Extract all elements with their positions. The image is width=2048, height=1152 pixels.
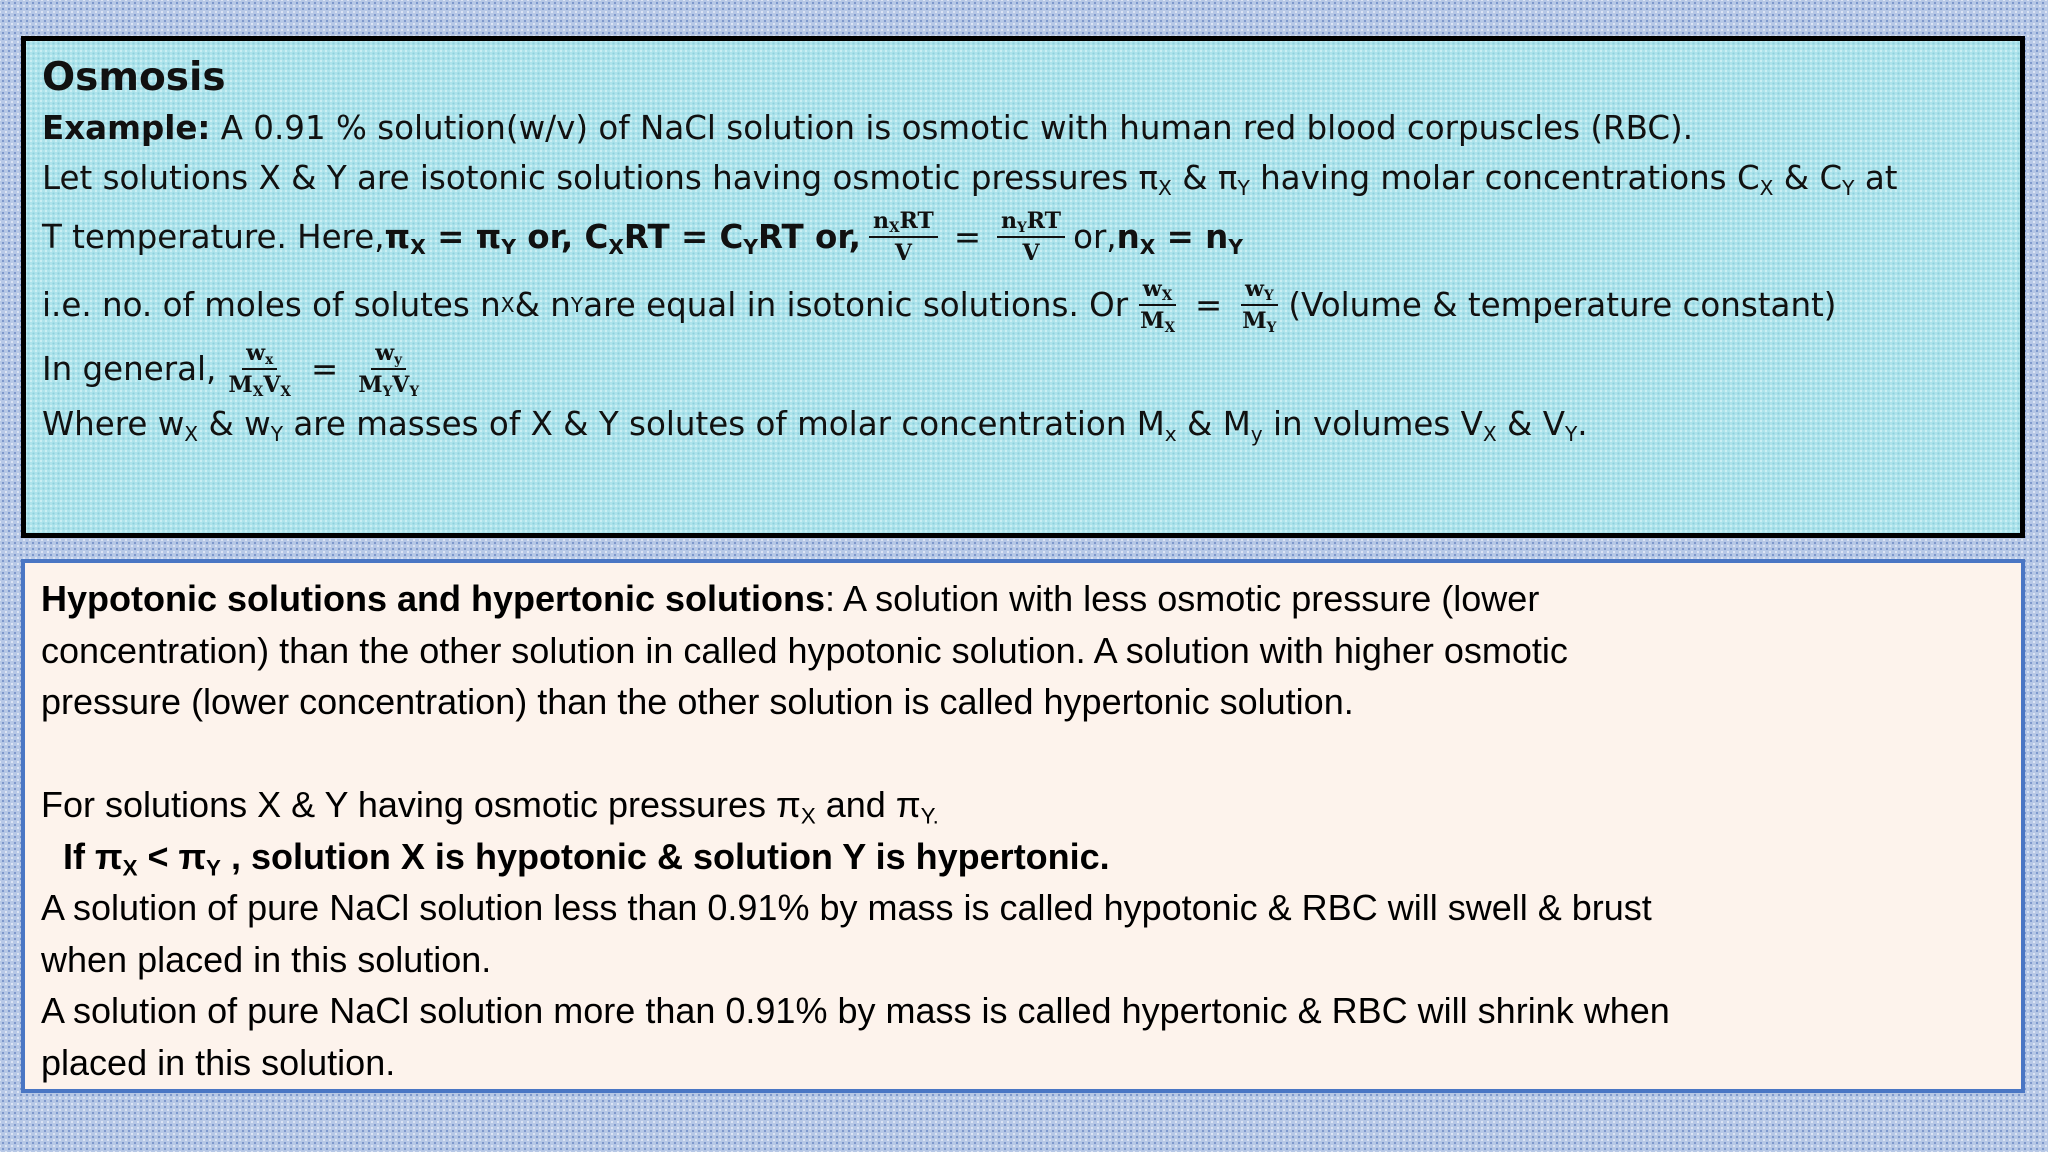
- fraction-numerator: [371, 339, 406, 370]
- subscript: Y: [270, 422, 284, 447]
- subscript: X: [1164, 320, 1176, 337]
- condition-line: [41, 831, 2005, 883]
- subscript: X: [1482, 422, 1497, 447]
- w-symbol: w: [1244, 276, 1264, 302]
- w-symbol: w: [1142, 276, 1162, 302]
- equals-sign: =: [310, 350, 339, 388]
- text-segment: For solutions X & Y having osmotic pressures π: [41, 784, 801, 825]
- subscript: Y: [1263, 288, 1274, 305]
- pressure-equality: [384, 218, 861, 260]
- rt-symbol: RT: [899, 208, 934, 234]
- fraction-denominator: [1238, 306, 1280, 335]
- text-segment: Where w: [42, 405, 185, 443]
- definition-line-2: concentration) than the other solution in called hypotonic solution. A solution with higher osmotic: [41, 629, 1568, 671]
- subscript: Y: [1842, 176, 1855, 201]
- fraction-denominator: V: [1022, 240, 1040, 266]
- v-symbol: V: [263, 372, 281, 398]
- variables-definition-line: [42, 399, 2004, 449]
- fraction-wx-over-mxvx: [224, 339, 295, 399]
- subscript: y: [394, 352, 403, 369]
- fraction-numerator: [1139, 275, 1177, 306]
- text-segment: : A solution with less osmotic pressure (lower: [825, 578, 1540, 619]
- subscript: x: [1164, 422, 1177, 447]
- osmosis-box: [21, 36, 2025, 538]
- subscript: X: [888, 220, 900, 237]
- subscript: X: [608, 235, 624, 260]
- subscript: X: [280, 384, 291, 401]
- text-segment: or,: [1073, 218, 1117, 256]
- text-segment: .: [1577, 405, 1588, 443]
- hypertonic-rbc-line-1: A solution of pure NaCl solution more than 0.91% by mass is called hypertonic & RBC will shrink when: [41, 990, 1670, 1031]
- hypotonic-rbc-line-1: A solution of pure NaCl solution less than 0.91% by mass is called hypotonic & RBC will swell & brust: [41, 887, 1652, 928]
- general-formula-line: [42, 339, 2004, 399]
- text-segment: having molar concentrations C: [1249, 159, 1760, 197]
- subscript: Y: [1266, 320, 1277, 337]
- m-symbol: M: [358, 372, 383, 398]
- text-segment: and π: [815, 784, 921, 825]
- text-segment: In general,: [42, 350, 217, 388]
- m-symbol: M: [1140, 308, 1165, 334]
- n-symbol: n: [872, 208, 889, 234]
- subscript: Y: [382, 384, 393, 401]
- text-segment: at: [1854, 159, 1898, 197]
- example-line: [42, 103, 2004, 153]
- subscript: Y: [409, 384, 420, 401]
- text-segment: If π: [63, 835, 123, 877]
- text-segment: RT or,: [757, 218, 861, 256]
- hypotonic-rbc-line-2: when placed in this solution.: [41, 938, 492, 980]
- m-symbol: M: [1242, 308, 1267, 334]
- pressures-line: [41, 779, 2005, 831]
- subscript: X: [252, 384, 264, 401]
- hypotonic-hypertonic-box: [21, 559, 2025, 1093]
- text-segment: , solution X is hypotonic & solution Y is hypertonic.: [220, 835, 1110, 877]
- isotonic-definition-line: [42, 153, 2004, 203]
- subscript: X: [122, 855, 138, 881]
- fraction-numerator: [242, 339, 277, 370]
- text-segment: are masses of X & Y solutes of molar concentration M: [283, 405, 1165, 443]
- subscript: x: [265, 352, 274, 369]
- subscript: Y: [1228, 235, 1243, 260]
- n-symbol: n: [1116, 218, 1140, 256]
- subscript: X: [1161, 288, 1173, 305]
- text-segment: (Volume & temperature constant): [1288, 286, 1837, 324]
- w-symbol: w: [375, 340, 395, 366]
- fraction-wx-over-mx: [1136, 275, 1179, 335]
- definition-line-3: pressure (lower concentration) than the other solution is called hypertonic solution.: [41, 681, 1354, 722]
- fraction-numerator: [997, 207, 1065, 238]
- fraction-denominator: V: [894, 240, 912, 266]
- equals-sign: =: [425, 218, 476, 256]
- subscript: Y: [206, 855, 221, 881]
- example-text: A 0.91 % solution(w/v) of NaCl solution is osmotic with human red blood corpuscles (RBC).: [210, 109, 1694, 147]
- fraction-ny-rt-over-v: [997, 207, 1065, 267]
- text-segment: & C: [1773, 159, 1843, 197]
- text-segment: are equal in isotonic solutions. Or: [583, 286, 1129, 324]
- subscript: Y: [1017, 220, 1027, 237]
- example-label: Example:: [42, 109, 211, 147]
- text-segment: & M: [1176, 405, 1251, 443]
- equals-sign: =: [953, 218, 982, 256]
- text-segment: & n: [514, 286, 571, 324]
- fraction-wy-over-myvy: [354, 339, 423, 399]
- fraction-denominator: [354, 370, 423, 399]
- subscript: Y: [1564, 422, 1578, 447]
- definition-line-1: [41, 573, 2005, 625]
- text-segment: T temperature. Here,: [42, 218, 385, 256]
- text-segment: Let solutions X & Y are isotonic solutions having osmotic pressures π: [42, 159, 1159, 197]
- subscript: y: [1250, 422, 1263, 447]
- text-segment: i.e. no. of moles of solutes n: [42, 286, 501, 324]
- spacer: [41, 728, 2005, 780]
- rt-symbol: RT: [1026, 208, 1062, 234]
- subscript: X: [1139, 235, 1156, 260]
- isotonic-equation-line: [42, 203, 2004, 271]
- subscript: X: [800, 803, 816, 829]
- fraction-nx-rt-over-v: [869, 207, 938, 267]
- subscript: Y.: [920, 803, 939, 829]
- moles-equal-line: i.e. no. of moles of solutes n X & n Y are equal in isotonic solutions. Or $\frac{w_X}{M_X}$ = $\frac{w_Y}{M_Y}$ (Volume & temperature constant): [42, 276, 1837, 337]
- subscript: Y: [1237, 176, 1250, 201]
- text-segment: = n: [1155, 218, 1229, 256]
- fraction-denominator: [1136, 306, 1179, 335]
- osmosis-title: Osmosis: [42, 55, 226, 100]
- v-symbol: V: [392, 372, 410, 398]
- text-segment: < π: [137, 835, 207, 877]
- text-segment: & V: [1496, 405, 1565, 443]
- text-segment: in volumes V: [1262, 405, 1483, 443]
- subscript: X: [1759, 176, 1774, 201]
- equals-sign: =: [1195, 286, 1223, 324]
- pi-symbol: π: [475, 218, 502, 256]
- subscript: Y: [501, 235, 516, 260]
- subscript: X: [410, 235, 426, 260]
- m-symbol: M: [228, 372, 253, 398]
- text-segment: or, C: [515, 218, 609, 256]
- text-segment: RT = C: [623, 218, 744, 256]
- subscript: X: [184, 422, 199, 447]
- moles-equality: [1116, 218, 1243, 260]
- text-segment: & π: [1171, 159, 1238, 197]
- subscript: X: [1158, 176, 1172, 201]
- subscript: Y: [743, 235, 758, 260]
- pi-symbol: π: [384, 218, 411, 256]
- n-symbol: n: [1001, 208, 1018, 234]
- fraction-denominator: [224, 370, 295, 399]
- fraction-wy-over-my: [1238, 275, 1280, 335]
- fraction-numerator: [869, 207, 938, 238]
- section-heading: Hypotonic solutions and hypertonic solutions: [41, 578, 826, 619]
- hypertonic-rbc-line-2: placed in this solution.: [41, 1041, 396, 1083]
- w-symbol: w: [246, 340, 266, 366]
- text-segment: & w: [198, 405, 271, 443]
- fraction-numerator: [1241, 275, 1278, 306]
